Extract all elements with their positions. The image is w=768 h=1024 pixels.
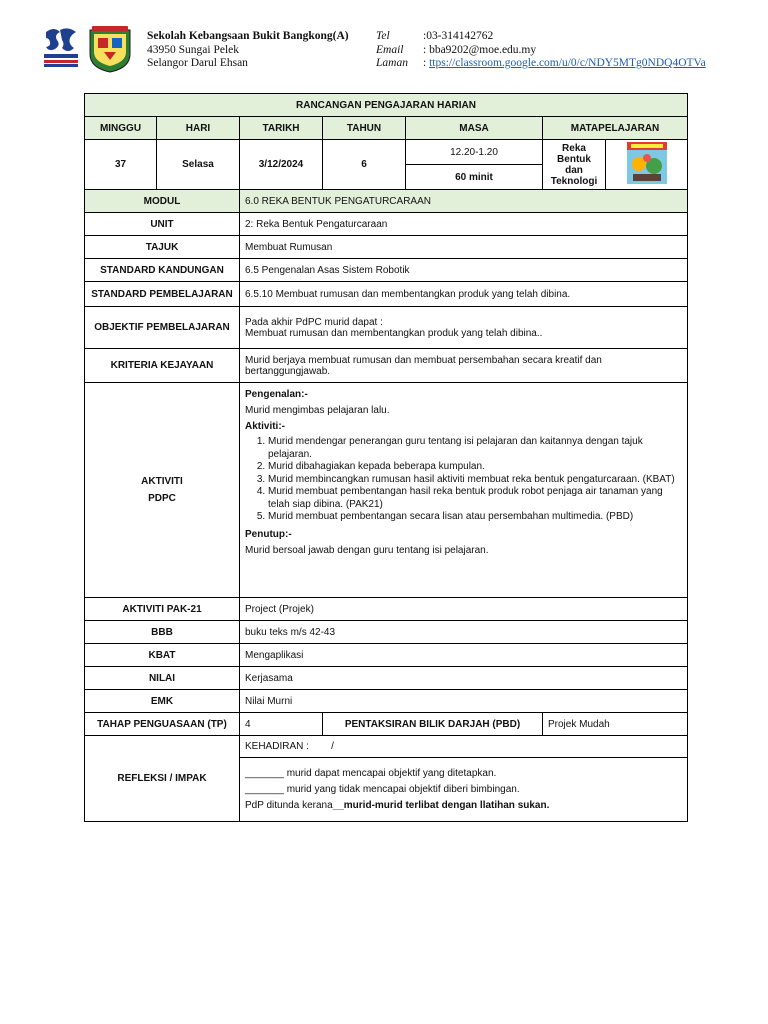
email-value: : bba9202@moe.edu.my — [423, 43, 537, 56]
school-name: Sekolah Kebangsaan Bukit Bangkong(A) — [147, 30, 349, 42]
pak21-label: AKTIVITI PAK-21 — [85, 598, 240, 621]
aktiviti-content — [240, 383, 688, 598]
list-item: 3. Murid membincangkan rumusan hasil aktiviti membuat reka bentuk pengaturcaraan. (KBAT) — [268, 474, 682, 487]
penutup-heading: Penutup:- — [245, 528, 292, 540]
list-item: 5. Murid membuat pembentangan secara lisan atau persembahan multimedia. (PBD) — [268, 511, 682, 524]
emk-value: Nilai Murni — [240, 690, 688, 713]
tahun-value: 6 — [323, 140, 406, 190]
tajuk-value: Membuat Rumusan — [240, 236, 688, 259]
header-masa: MASA — [406, 117, 543, 140]
pdpc-label: PDPC — [148, 493, 176, 504]
table-title: RANCANGAN PENGAJARAN HARIAN — [85, 94, 688, 117]
web-label: Laman — [376, 57, 408, 69]
header-minggu: MINGGU — [85, 117, 157, 140]
aktiviti-label: AKTIVITI — [141, 476, 183, 487]
lesson-plan-table — [84, 93, 688, 822]
masa-duration: 60 minit — [406, 165, 543, 190]
reflection-line-1: _______ murid dapat mencapai objektif yang ditetapkan. — [245, 768, 497, 779]
address-line-2: Selangor Darul Ehsan — [147, 57, 248, 69]
subject-name: Reka Bentuk dan Teknologi — [543, 140, 606, 190]
reflection-line-3-reason: __murid-murid terlibat dengan llatihan sukan. — [332, 800, 550, 811]
pbd-value: Projek Mudah — [543, 713, 688, 736]
school-info — [147, 30, 349, 71]
bbb-label: BBB — [85, 621, 240, 644]
pengenalan-text: Murid mengimbas pelajaran lalu. — [245, 405, 390, 416]
emk-label: EMK — [85, 690, 240, 713]
textbook-cover-icon — [627, 142, 667, 184]
tel-label: Tel — [376, 30, 390, 42]
bbb-value: buku teks m/s 42-43 — [240, 621, 688, 644]
aktiviti-pdpc-label — [85, 383, 240, 598]
header-hari: HARI — [157, 117, 240, 140]
penutup-text: Murid bersoal jawab dengan guru tentang isi pelajaran. — [245, 544, 489, 556]
header-matapelajaran: MATAPELAJARAN — [543, 117, 688, 140]
minggu-value: 37 — [85, 140, 157, 190]
pengenalan-heading: Pengenalan:- — [245, 389, 308, 400]
list-item: 1. Murid mendengar penerangan guru tentang isi pelajaran dan kaitannya dengan tajuk pelajaran. — [268, 436, 682, 461]
masa-time: 12.20-1.20 — [406, 140, 543, 165]
kriteria-value: Murid berjaya membuat rumusan dan membuat persembahan secara kreatif dan bertanggungjawab. — [240, 349, 688, 383]
activity-steps — [245, 436, 682, 524]
list-item: 2. Murid dibahagiakan kepada beberapa kumpulan. — [268, 461, 682, 474]
ministry-logo-icon — [40, 24, 134, 74]
list-item: 4. Murid membuat pembentangan hasil reka bentuk produk robot penjaga air tanaman yang telah siap dibina. (PAK21) — [268, 486, 682, 511]
header-tarikh: TARIKH — [240, 117, 323, 140]
header-tahun: TAHUN — [323, 117, 406, 140]
objektif-line-1: Pada akhir PdPC murid dapat : — [245, 316, 383, 328]
tajuk-label: TAJUK — [85, 236, 240, 259]
contact-info — [376, 30, 706, 71]
kbat-value: Mengaplikasi — [240, 644, 688, 667]
nilai-value: Kerjasama — [240, 667, 688, 690]
reflection-line-2: _______ murid yang tidak mencapai objektif diberi bimbingan. — [245, 784, 520, 795]
modul-label: MODUL — [85, 190, 240, 213]
pbd-label: PENTAKSIRAN BILIK DARJAH (PBD) — [323, 713, 543, 736]
tp-label: TAHAP PENGUASAAN (TP) — [85, 713, 240, 736]
standard-pembelajaran-label: STANDARD PEMBELAJARAN — [85, 282, 240, 307]
objektif-value — [240, 307, 688, 349]
kehadiran: KEHADIRAN : / — [240, 736, 688, 758]
hari-value: Selasa — [157, 140, 240, 190]
kriteria-label: KRITERIA KEJAYAAN — [85, 349, 240, 383]
standard-kandungan-value: 6.5 Pengenalan Asas Sistem Robotik — [240, 259, 688, 282]
unit-value: 2: Reka Bentuk Pengaturcaraan — [240, 213, 688, 236]
kbat-label: KBAT — [85, 644, 240, 667]
reflection-notes — [240, 758, 688, 822]
aktiviti-heading: Aktiviti:- — [245, 421, 285, 432]
pak21-value: Project (Projek) — [240, 598, 688, 621]
school-logos — [40, 24, 134, 74]
tarikh-value: 3/12/2024 — [240, 140, 323, 190]
reflection-line-3 — [245, 799, 682, 812]
modul-value: 6.0 REKA BENTUK PENGATURCARAAN — [240, 190, 688, 213]
nilai-label: NILAI — [85, 667, 240, 690]
email-label: Email — [376, 43, 404, 56]
unit-label: UNIT — [85, 213, 240, 236]
web-prefix: : — [423, 57, 430, 69]
reflection-line-3-prefix: PdP ditunda kerana — [245, 800, 333, 811]
refleksi-label: REFLEKSI / IMPAK — [85, 736, 240, 822]
address-line-1: 43950 Sungai Pelek — [147, 43, 239, 56]
standard-kandungan-label: STANDARD KANDUNGAN — [85, 259, 240, 282]
standard-pembelajaran-value: 6.5.10 Membuat rumusan dan membentangkan produk yang telah dibina. — [240, 282, 688, 307]
textbook-cell — [606, 140, 688, 190]
objektif-line-2: Membuat rumusan dan membentangkan produk yang telah dibina.. — [245, 327, 543, 339]
tp-value: 4 — [240, 713, 323, 736]
tel-value: :03-314142762 — [423, 30, 494, 42]
objektif-label: OBJEKTIF PEMBELAJARAN — [85, 307, 240, 349]
classroom-link[interactable]: ttps://classroom.google.com/u/0/c/NDY5MTg0NDQ4OTVa — [429, 57, 706, 69]
